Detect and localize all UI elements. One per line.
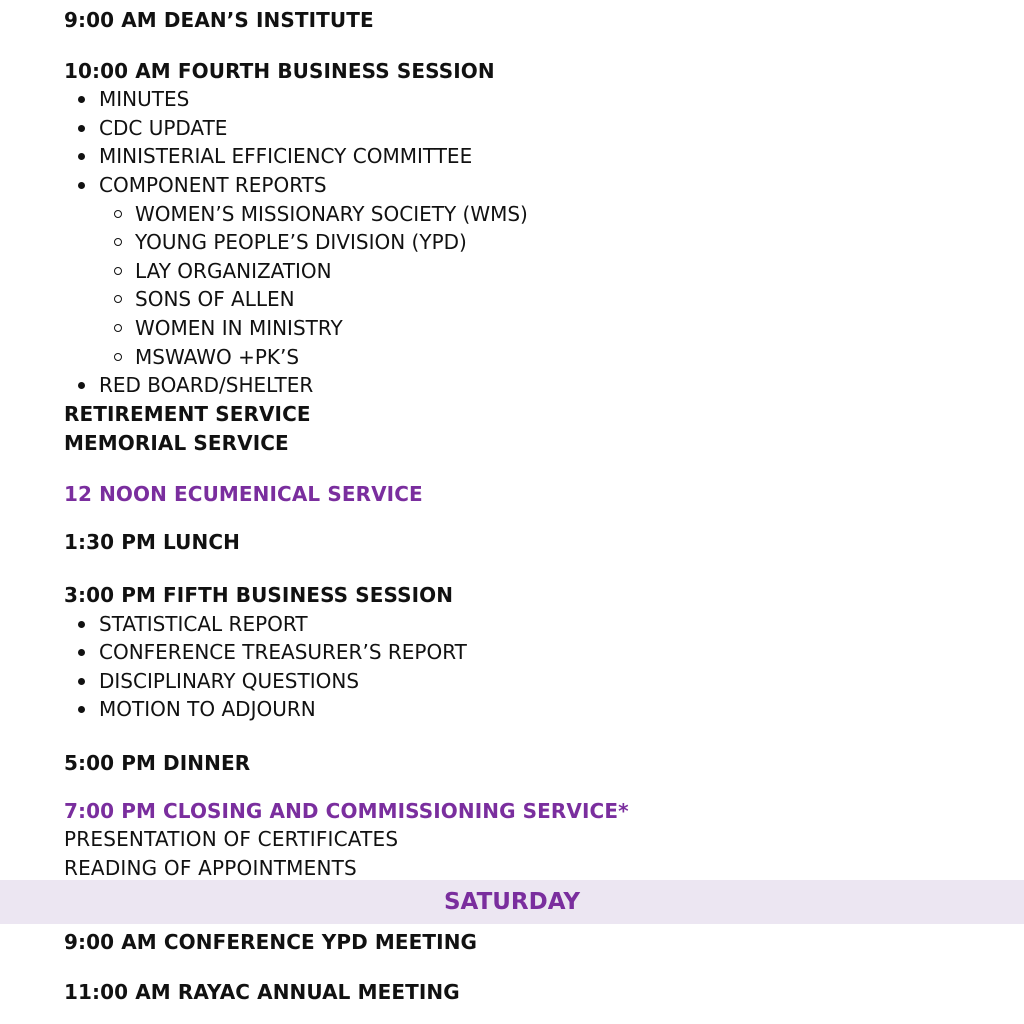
retirement-service-heading: RETIREMENT SERVICE [64,402,311,426]
deans-institute-heading: 9:00 AM DEAN’S INSTITUTE [64,8,374,32]
closing-service-heading: 7:00 PM CLOSING AND COMMISSIONING SERVICE* [64,799,629,823]
fourth-business-session-heading: 10:00 AM FOURTH BUSINESS SESSION [64,59,495,83]
memorial-service-heading: MEMORIAL SERVICE [64,431,289,455]
bullet-circle-icon [114,353,122,361]
bullet-dot-icon [78,706,85,713]
bullet-circle-icon [114,324,122,332]
bullet-dot-icon [78,125,85,132]
bullet-circle-icon [114,295,122,303]
schedule-page: 9:00 AM DEAN’S INSTITUTE 10:00 AM FOURTH BUSINESS SESSION MINUTES CDC UPDATE MINISTERIAL EFFICIENCY COMMITTEE COMPONENT REPORTS WOMEN’S MISSIONARY SOCIETY (WMS) YOUNG PEOPLE’S DIVISION (YPD) LAY ORGANIZATION SONS OF ALLEN WOMEN IN MINISTRY MSWAWO +PK’S RED BOARD/SHELTER RETIREMENT SERVICE MEMORIAL SERVICE 12 NOON ECUMENICAL SERVICE 1:30 PM LUNCH 3:00 PM FIFTH BUSINESS SESSION STATISTICAL REPORT CONFERENCE TREASURER’S REPORT DISCIPLINARY QUESTIONS MOTION TO ADJOURN 5:00 PM DINNER 7:00 PM CLOSING AND COMMISSIONING SERVICE* PRESENTATION OF CERTIFICATES READING OF APPOINTMENTS SATURDAY 9:00 AM CONFERENCE YPD MEETING 11:00 AM RAYAC ANNUAL MEETING [0,0,1024,1024]
bullet-dot-icon [78,621,85,628]
bullet-dot-icon [78,382,85,389]
certificates-text: PRESENTATION OF CERTIFICATES [64,827,399,851]
bullet-dot-icon [78,153,85,160]
bullet-circle-icon [114,267,122,275]
appointments-text: READING OF APPOINTMENTS [64,856,357,880]
bullet-dot-icon [78,649,85,656]
bullet-dot-icon [78,182,85,189]
bullet-circle-icon [114,210,122,218]
bullet-dot-icon [78,96,85,103]
bullet-circle-icon [114,238,122,246]
saturday-banner: SATURDAY [0,880,1024,924]
dinner-heading: 5:00 PM DINNER [64,751,251,775]
ecumenical-service-heading: 12 NOON ECUMENICAL SERVICE [64,482,423,506]
bullet-dot-icon [78,678,85,685]
fifth-business-session-heading: 3:00 PM FIFTH BUSINESS SESSION [64,583,454,607]
rayac-meeting-heading: 11:00 AM RAYAC ANNUAL MEETING [64,980,460,1004]
lunch-heading: 1:30 PM LUNCH [64,530,240,554]
ypd-meeting-heading: 9:00 AM CONFERENCE YPD MEETING [64,930,478,954]
